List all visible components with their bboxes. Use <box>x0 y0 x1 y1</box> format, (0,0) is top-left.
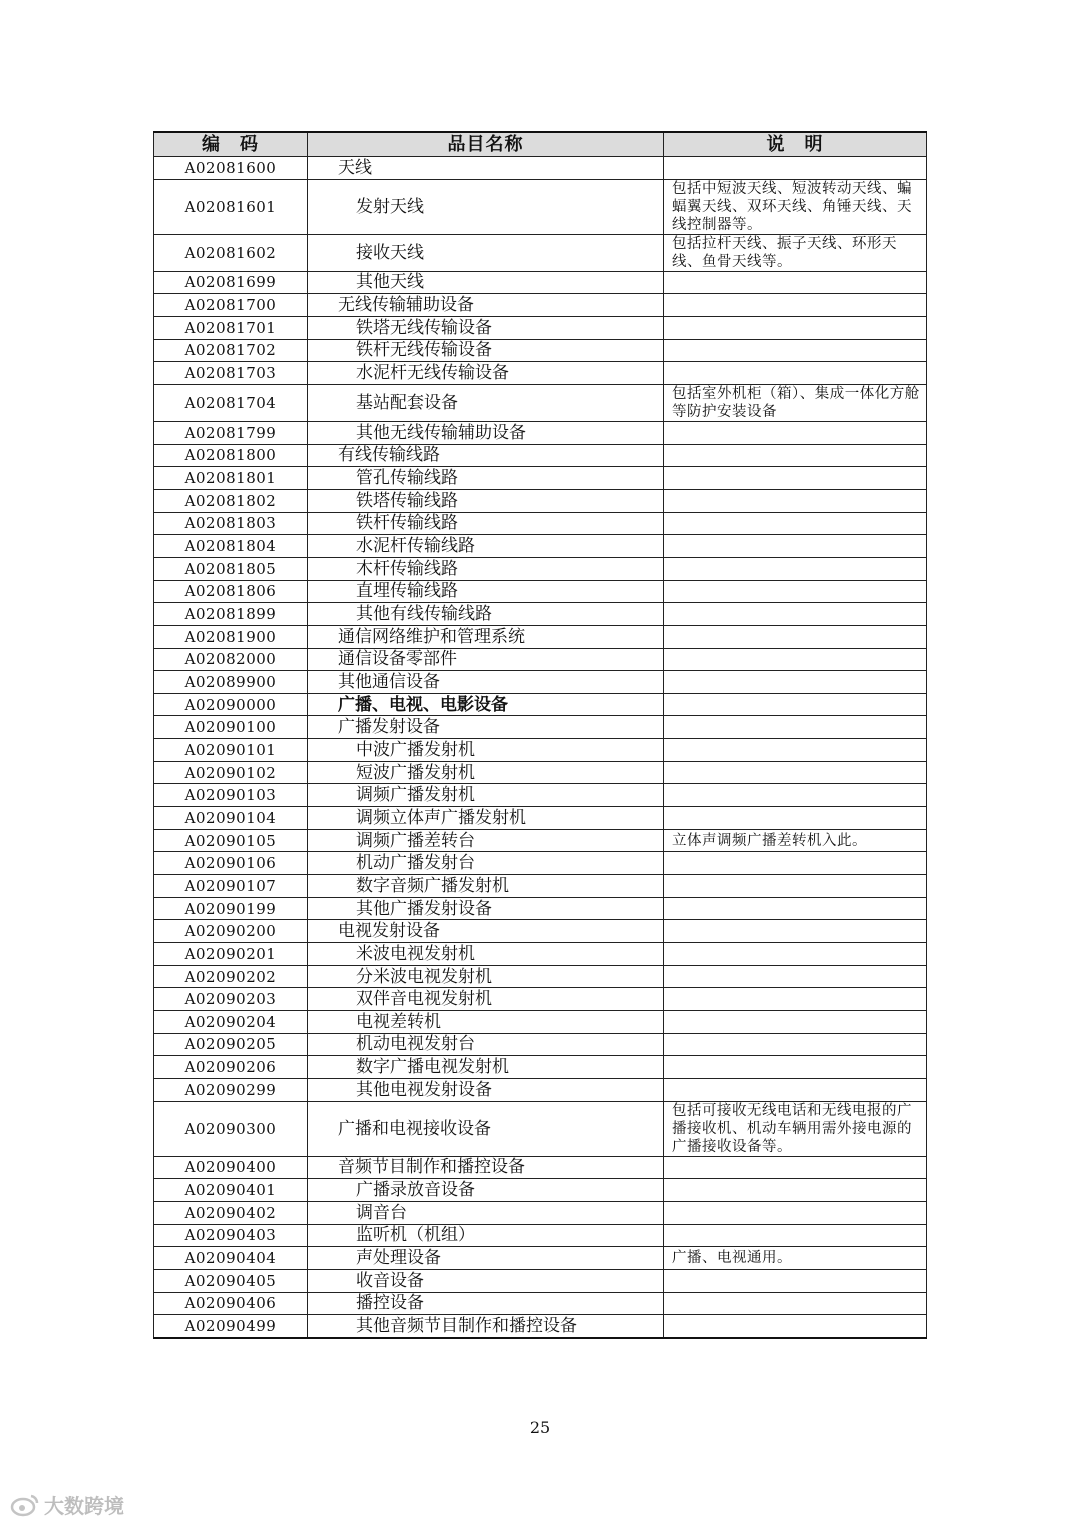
code-cell: A02090106 <box>154 852 308 875</box>
code-cell: A02090499 <box>154 1315 308 1338</box>
name-cell: 调频广播发射机 <box>308 784 664 807</box>
name-cell: 接收天线 <box>308 234 664 271</box>
table-row <box>154 1011 927 1034</box>
table-row <box>154 580 927 603</box>
name-cell: 管孔传输线路 <box>308 467 664 490</box>
weibo-logo-icon <box>10 1493 40 1517</box>
table-row <box>154 671 927 694</box>
name-cell: 短波广播发射机 <box>308 761 664 784</box>
table-row <box>154 739 927 762</box>
note-cell <box>664 1011 927 1034</box>
table-row <box>154 1056 927 1079</box>
name-cell: 铁塔传输线路 <box>308 489 664 512</box>
code-cell: A02090199 <box>154 897 308 920</box>
note-cell <box>664 1315 927 1338</box>
note-cell <box>664 603 927 626</box>
code-cell: A02081805 <box>154 557 308 580</box>
name-cell: 调频广播差转台 <box>308 829 664 852</box>
note-cell <box>664 1179 927 1202</box>
code-cell: A02090100 <box>154 716 308 739</box>
note-cell <box>664 1224 927 1247</box>
code-cell: A02081799 <box>154 421 308 444</box>
name-cell: 铁杆无线传输设备 <box>308 339 664 362</box>
table-row <box>154 784 927 807</box>
note-cell <box>664 421 927 444</box>
table-row <box>154 1033 927 1056</box>
name-cell: 有线传输线路 <box>308 444 664 467</box>
note-cell <box>664 784 927 807</box>
note-cell <box>664 965 927 988</box>
code-cell: A02081899 <box>154 603 308 626</box>
table-row <box>154 467 927 490</box>
name-cell: 水泥杆无线传输设备 <box>308 362 664 385</box>
note-cell <box>664 988 927 1011</box>
code-cell: A02090101 <box>154 739 308 762</box>
header-note: 说 明 <box>664 132 927 157</box>
code-cell: A02090104 <box>154 807 308 830</box>
code-cell: A02090401 <box>154 1179 308 1202</box>
code-cell: A02081703 <box>154 362 308 385</box>
name-cell: 其他天线 <box>308 271 664 294</box>
name-cell: 广播录放音设备 <box>308 1179 664 1202</box>
code-cell: A02090202 <box>154 965 308 988</box>
note-cell <box>664 1056 927 1079</box>
table-row <box>154 603 927 626</box>
code-cell: A02090203 <box>154 988 308 1011</box>
name-cell: 音频节目制作和播控设备 <box>308 1156 664 1179</box>
code-cell: A02090299 <box>154 1078 308 1101</box>
note-cell: 立体声调频广播差转机入此。 <box>664 829 927 852</box>
code-cell: A02090000 <box>154 693 308 716</box>
code-cell: A02081803 <box>154 512 308 535</box>
name-cell: 电视差转机 <box>308 1011 664 1034</box>
note-cell <box>664 580 927 603</box>
name-cell: 中波广播发射机 <box>308 739 664 762</box>
code-cell: A02090404 <box>154 1247 308 1270</box>
table-row <box>154 648 927 671</box>
note-cell <box>664 648 927 671</box>
name-cell: 其他无线传输辅助设备 <box>308 421 664 444</box>
note-cell <box>664 271 927 294</box>
catalog-table <box>153 131 927 1339</box>
code-cell: A02081802 <box>154 489 308 512</box>
note-cell <box>664 512 927 535</box>
code-cell: A02090206 <box>154 1056 308 1079</box>
note-cell <box>664 1156 927 1179</box>
name-cell: 声处理设备 <box>308 1247 664 1270</box>
note-cell <box>664 294 927 317</box>
code-cell: A02081900 <box>154 625 308 648</box>
code-cell: A02081704 <box>154 384 308 421</box>
table-row <box>154 362 927 385</box>
code-cell: A02081699 <box>154 271 308 294</box>
name-cell: 发射天线 <box>308 179 664 234</box>
page-number: 25 <box>529 1418 551 1437</box>
table-row <box>154 157 927 180</box>
name-cell: 基站配套设备 <box>308 384 664 421</box>
table-row <box>154 875 927 898</box>
name-cell: 机动电视发射台 <box>308 1033 664 1056</box>
code-cell: A02089900 <box>154 671 308 694</box>
name-cell: 广播、电视、电影设备 <box>308 693 664 716</box>
name-cell: 米波电视发射机 <box>308 943 664 966</box>
code-cell: A02090205 <box>154 1033 308 1056</box>
note-cell <box>664 157 927 180</box>
name-cell: 铁塔无线传输设备 <box>308 316 664 339</box>
name-cell: 调音台 <box>308 1201 664 1224</box>
name-cell: 其他音频节目制作和播控设备 <box>308 1315 664 1338</box>
table-row <box>154 421 927 444</box>
name-cell: 播控设备 <box>308 1292 664 1315</box>
code-cell: A02082000 <box>154 648 308 671</box>
note-cell <box>664 362 927 385</box>
table-row <box>154 943 927 966</box>
table-row <box>154 557 927 580</box>
note-cell <box>664 739 927 762</box>
code-cell: A02081800 <box>154 444 308 467</box>
note-cell <box>664 557 927 580</box>
name-cell: 其他通信设备 <box>308 671 664 694</box>
note-cell <box>664 875 927 898</box>
code-cell: A02090403 <box>154 1224 308 1247</box>
code-cell: A02081702 <box>154 339 308 362</box>
table-row <box>154 234 927 271</box>
name-cell: 监听机（机组） <box>308 1224 664 1247</box>
name-cell: 通信设备零部件 <box>308 648 664 671</box>
code-cell: A02090405 <box>154 1269 308 1292</box>
table-row <box>154 920 927 943</box>
name-cell: 木杆传输线路 <box>308 557 664 580</box>
code-cell: A02090204 <box>154 1011 308 1034</box>
table-row <box>154 965 927 988</box>
note-cell <box>664 444 927 467</box>
table-row <box>154 1247 927 1270</box>
note-cell <box>664 1201 927 1224</box>
code-cell: A02081700 <box>154 294 308 317</box>
table-row <box>154 1201 927 1224</box>
name-cell: 直埋传输线路 <box>308 580 664 603</box>
name-cell: 机动广播发射台 <box>308 852 664 875</box>
name-cell: 双伴音电视发射机 <box>308 988 664 1011</box>
table-row <box>154 897 927 920</box>
note-cell: 包括室外机柜（箱）、集成一体化方舱等防护安装设备 <box>664 384 927 421</box>
note-cell <box>664 761 927 784</box>
code-cell: A02090103 <box>154 784 308 807</box>
table-row <box>154 294 927 317</box>
note-cell: 包括中短波天线、短波转动天线、蝙蝠翼天线、双环天线、角锤天线、天线控制器等。 <box>664 179 927 234</box>
header-row <box>154 132 927 157</box>
name-cell: 电视发射设备 <box>308 920 664 943</box>
table-row <box>154 716 927 739</box>
note-cell <box>664 716 927 739</box>
code-cell: A02090402 <box>154 1201 308 1224</box>
code-cell: A02081601 <box>154 179 308 234</box>
note-cell: 包括可接收无线电话和无线电报的广播接收机、机动车辆用需外接电源的广播接收设备等。 <box>664 1101 927 1156</box>
name-cell: 其他电视发射设备 <box>308 1078 664 1101</box>
table-row <box>154 384 927 421</box>
note-cell <box>664 1292 927 1315</box>
table-header <box>154 132 927 157</box>
name-cell: 天线 <box>308 157 664 180</box>
table-row <box>154 761 927 784</box>
code-cell: A02090201 <box>154 943 308 966</box>
code-cell: A02081602 <box>154 234 308 271</box>
table-row <box>154 271 927 294</box>
header-code: 编 码 <box>154 132 308 157</box>
name-cell: 铁杆传输线路 <box>308 512 664 535</box>
header-name: 品目名称 <box>308 132 664 157</box>
note-cell <box>664 1078 927 1101</box>
table-row <box>154 444 927 467</box>
name-cell: 数字广播电视发射机 <box>308 1056 664 1079</box>
name-cell: 其他有线传输线路 <box>308 603 664 626</box>
code-cell: A02090400 <box>154 1156 308 1179</box>
code-cell: A02090300 <box>154 1101 308 1156</box>
table-row <box>154 1224 927 1247</box>
table-row <box>154 339 927 362</box>
note-cell <box>664 339 927 362</box>
table-row <box>154 625 927 648</box>
table-row <box>154 1101 927 1156</box>
name-cell: 无线传输辅助设备 <box>308 294 664 317</box>
table-row <box>154 1269 927 1292</box>
note-cell <box>664 467 927 490</box>
note-cell: 包括拉杆天线、振子天线、环形天线、鱼骨天线等。 <box>664 234 927 271</box>
code-cell: A02081804 <box>154 535 308 558</box>
code-cell: A02081806 <box>154 580 308 603</box>
table-row <box>154 316 927 339</box>
table-row <box>154 988 927 1011</box>
code-cell: A02090105 <box>154 829 308 852</box>
table-row <box>154 1179 927 1202</box>
table-row <box>154 535 927 558</box>
note-cell <box>664 943 927 966</box>
code-cell: A02081600 <box>154 157 308 180</box>
name-cell: 调频立体声广播发射机 <box>308 807 664 830</box>
table-row <box>154 852 927 875</box>
note-cell <box>664 1033 927 1056</box>
name-cell: 其他广播发射设备 <box>308 897 664 920</box>
table-row <box>154 1078 927 1101</box>
code-cell: A02090102 <box>154 761 308 784</box>
note-cell <box>664 852 927 875</box>
note-cell: 广播、电视通用。 <box>664 1247 927 1270</box>
code-cell: A02090406 <box>154 1292 308 1315</box>
note-cell <box>664 316 927 339</box>
name-cell: 广播和电视接收设备 <box>308 1101 664 1156</box>
note-cell <box>664 535 927 558</box>
name-cell: 收音设备 <box>308 1269 664 1292</box>
note-cell <box>664 920 927 943</box>
name-cell: 广播发射设备 <box>308 716 664 739</box>
note-cell <box>664 625 927 648</box>
table-row <box>154 179 927 234</box>
table-row <box>154 1315 927 1338</box>
note-cell <box>664 897 927 920</box>
code-cell: A02090107 <box>154 875 308 898</box>
note-cell <box>664 693 927 716</box>
name-cell: 分米波电视发射机 <box>308 965 664 988</box>
note-cell <box>664 671 927 694</box>
name-cell: 数字音频广播发射机 <box>308 875 664 898</box>
note-cell <box>664 489 927 512</box>
name-cell: 通信网络维护和管理系统 <box>308 625 664 648</box>
name-cell: 水泥杆传输线路 <box>308 535 664 558</box>
table-row <box>154 807 927 830</box>
code-cell: A02081701 <box>154 316 308 339</box>
table-body <box>154 157 927 1338</box>
table-row <box>154 693 927 716</box>
table-row <box>154 1156 927 1179</box>
table-row <box>154 1292 927 1315</box>
table-row <box>154 489 927 512</box>
table-row <box>154 512 927 535</box>
code-cell: A02090200 <box>154 920 308 943</box>
table-row <box>154 829 927 852</box>
note-cell <box>664 1269 927 1292</box>
watermark-text: 大数跨境 <box>44 1494 124 1518</box>
code-cell: A02081801 <box>154 467 308 490</box>
watermark <box>10 1490 124 1519</box>
note-cell <box>664 807 927 830</box>
